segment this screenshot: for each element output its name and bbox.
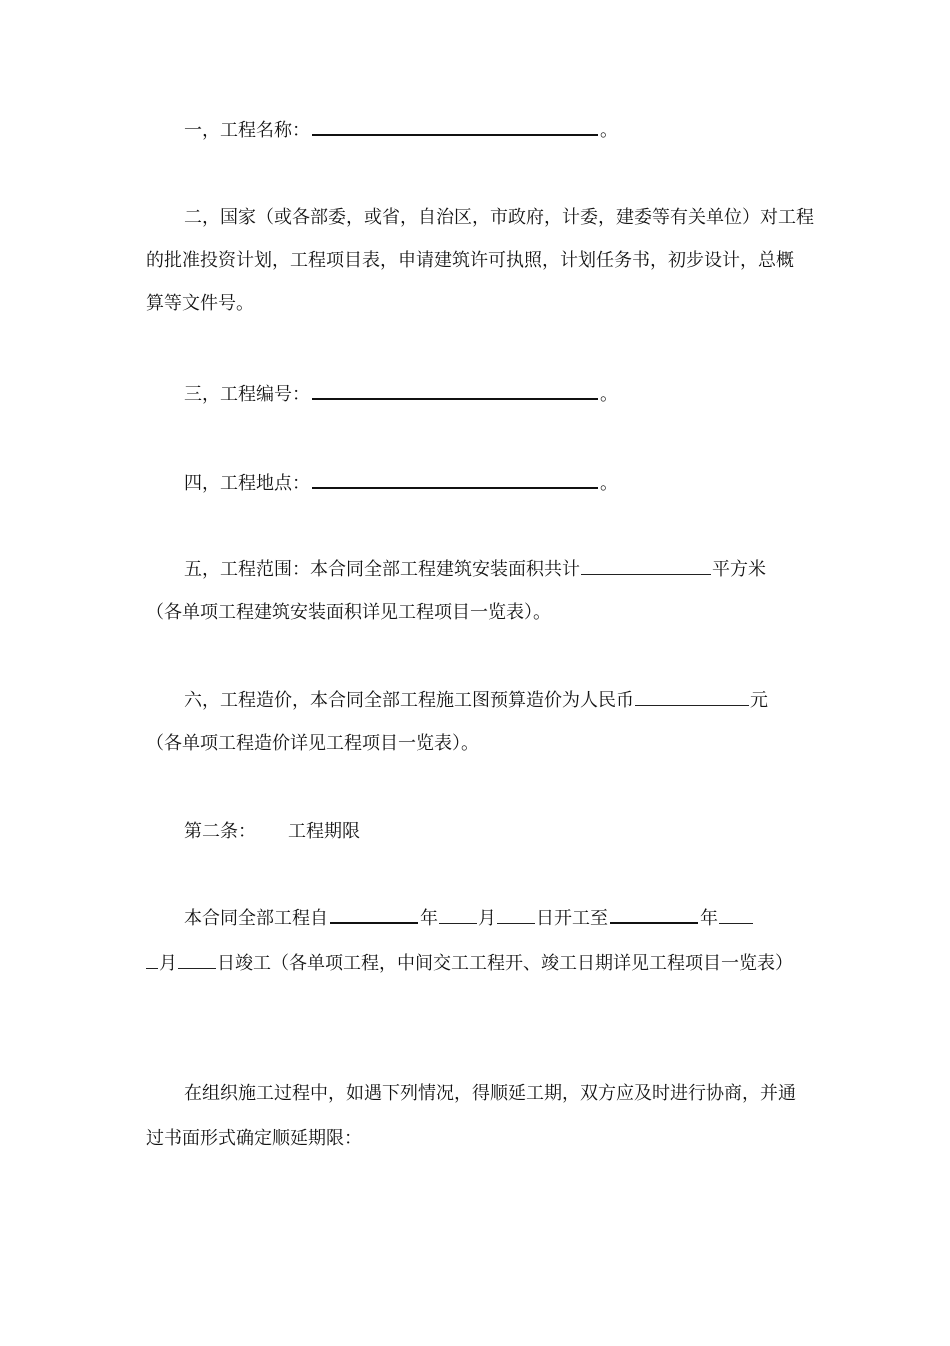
- project-name-label: 一，工程名称：: [184, 120, 310, 141]
- project-cost-line-1: [146, 689, 844, 713]
- article-2-label: 第二条：: [184, 821, 256, 842]
- project-number-label: 三，工程编号：: [184, 384, 310, 405]
- project-number-blank[interactable]: [312, 382, 598, 400]
- year-label: 年: [700, 908, 718, 929]
- project-number-line: [146, 382, 844, 407]
- month-label: 月: [159, 953, 177, 974]
- approval-line-1: 二，国家（或各部委，或省，自治区，市政府，计委，建委等有关单位）对工程: [184, 207, 814, 228]
- end-month-blank-part1[interactable]: [719, 907, 753, 924]
- period-mark: 。: [600, 120, 618, 141]
- end-month-blank-part2[interactable]: [146, 952, 158, 969]
- start-year-blank[interactable]: [330, 906, 418, 924]
- year-label: 年: [420, 908, 438, 929]
- extension-line-1: 在组织施工过程中，如遇下列情况，得顺延工期，双方应及时进行协商，并通: [184, 1083, 796, 1104]
- period-line-2: [146, 952, 806, 976]
- period-line-1: [146, 906, 844, 931]
- project-cost-text: 六，工程造价，本合同全部工程施工图预算造价为人民币: [184, 690, 634, 711]
- period-mark: 。: [600, 473, 618, 494]
- day-start-label: 日开工至: [536, 908, 608, 929]
- approval-line-3: 算等文件号。: [146, 293, 254, 314]
- period-start-text: 本合同全部工程自: [184, 908, 328, 929]
- article-2-heading: [146, 820, 844, 844]
- end-day-blank[interactable]: [178, 952, 216, 969]
- article-2-title: 工程期限: [288, 821, 360, 842]
- end-year-blank[interactable]: [610, 906, 698, 924]
- project-location-label: 四，工程地点：: [184, 473, 310, 494]
- project-scope-line-2: （各单项工程建筑安装面积详见工程项目一览表）。: [146, 602, 551, 623]
- project-scope-text: 五，工程范围：本合同全部工程建筑安装面积共计: [184, 559, 580, 580]
- extension-line-2: 过书面形式确定顺延期限：: [146, 1128, 362, 1149]
- start-day-blank[interactable]: [497, 907, 535, 924]
- period-end-text: 日竣工（各单项工程，中间交工工程开、竣工日期详见工程项目一览表）: [217, 953, 793, 974]
- start-month-blank[interactable]: [439, 907, 477, 924]
- area-unit: 平方米: [712, 559, 766, 580]
- project-name-blank[interactable]: [312, 118, 598, 136]
- period-mark: 。: [600, 384, 618, 405]
- cost-unit: 元: [750, 690, 768, 711]
- project-location-blank[interactable]: [312, 471, 598, 489]
- project-scope-line-1: [146, 558, 844, 582]
- cost-blank[interactable]: [635, 689, 749, 706]
- area-blank[interactable]: [581, 558, 711, 575]
- approval-line-2: 的批准投资计划，工程项目表，申请建筑许可执照，计划任务书，初步设计，总概: [146, 250, 794, 271]
- project-name-line: [146, 118, 844, 143]
- month-label: 月: [478, 908, 496, 929]
- project-cost-line-2: （各单项工程造价详见工程项目一览表）。: [146, 733, 479, 754]
- project-location-line: [146, 471, 844, 496]
